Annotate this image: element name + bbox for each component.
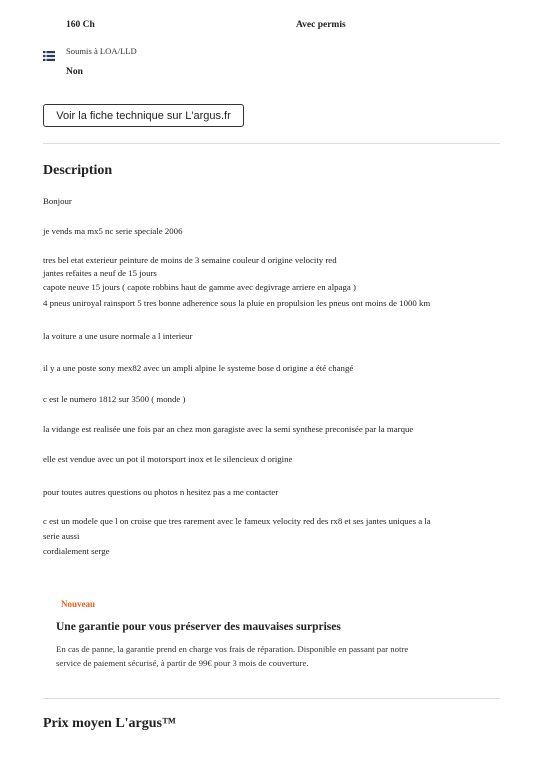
spec-loa-label: Soumis à LOA/LLD [66, 46, 137, 56]
description-line: la voiture a une usure normale a l interieur [43, 331, 193, 341]
description-title: Description [43, 163, 113, 178]
price-title: Prix moyen L'argus™ [43, 716, 176, 731]
description-line: je vends ma mx5 nc serie speciale 2006 [43, 226, 183, 236]
fiche-technique-button[interactable] [43, 104, 244, 127]
description-line: cordialement serge [43, 546, 110, 556]
description-line: 4 pneus uniroyal rainsport 5 tres bonne adherence sous la pluie en propulsion les pneus ont moins de 1000 km [43, 298, 431, 308]
description-line: c est un modele que l on croise que tres rarement avec le fameux velocity red des rx8 et ses jantes uniques a la [43, 516, 431, 526]
guarantee-text [56, 643, 496, 670]
description-line: la vidange est realisée une fois par an chez mon garagiste avec la semi synthese preconisée par la marque [43, 424, 414, 434]
description-line: pour toutes autres questions ou photos n hesitez pas a me contacter [43, 487, 279, 497]
spec-loa-value: Non [66, 67, 83, 77]
divider [43, 143, 500, 144]
new-badge: Nouveau [61, 599, 96, 609]
fiche-technique-button-label: Voir la fiche technique sur L'argus.fr [56, 109, 231, 122]
spec-license: Avec permis [296, 20, 346, 30]
description-line: tres bel etat exterieur peinture de moins de 3 semaine couleur d origine velocity red [43, 255, 337, 265]
description-line: elle est vendue avec un pot il motorsport inox et le silencieux d origine [43, 454, 293, 464]
spec-power: 160 Ch [66, 20, 95, 30]
description-line: Bonjour [43, 196, 72, 206]
list-icon [43, 50, 55, 62]
description-line: serie aussi [43, 531, 80, 541]
guarantee-title: Une garantie pour vous préserver des mauvaises surprises [56, 621, 341, 633]
description-line: capote neuve 15 jours ( capote robbins haut de gamme avec degivrage arriere en alpaga ) [43, 282, 356, 292]
guarantee-text-line: En cas de panne, la garantie prend en charge vos frais de réparation. Disponible en passant par notre [56, 644, 409, 654]
guarantee-text-line: service de paiement sécurisé, à partir de 99€ pour 3 mois de couverture. [56, 657, 309, 668]
description-line: c est le numero 1812 sur 3500 ( monde ) [43, 394, 186, 404]
divider [43, 698, 500, 699]
description-line: il y a une poste sony mex82 avec un ampli alpine le systeme bose d origine a été changé [43, 363, 354, 373]
description-line: jantes refaites a neuf de 15 jours [43, 268, 157, 278]
